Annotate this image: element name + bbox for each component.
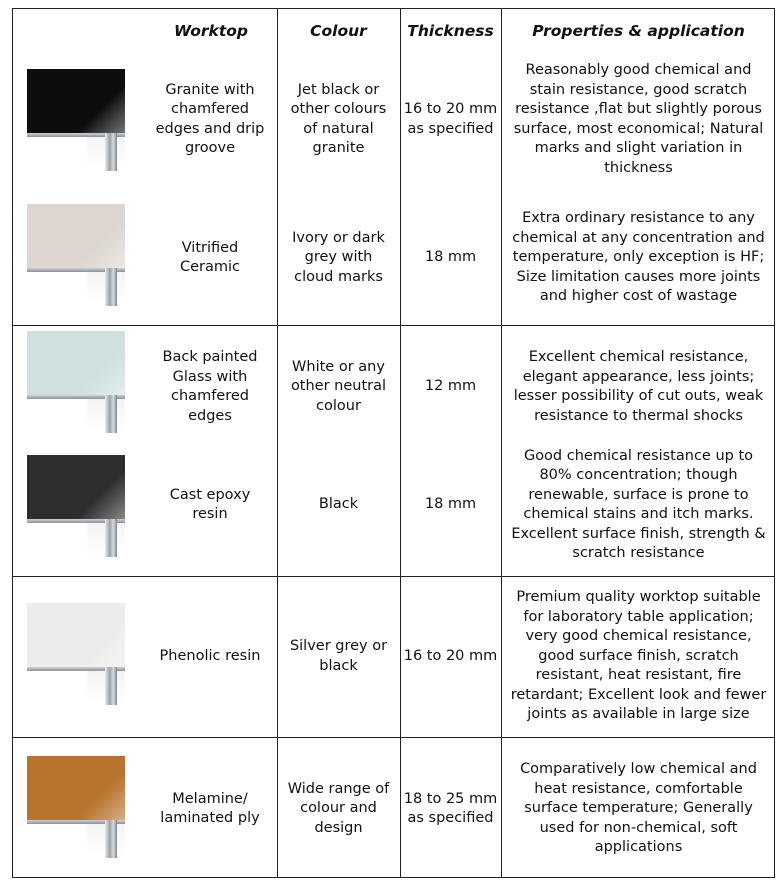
cell-line: granite — [312, 140, 365, 156]
cell-line: good surface finish, scratch — [538, 647, 739, 664]
cell-line: Melamine/ — [172, 790, 248, 807]
cell-line: as specified — [407, 810, 494, 826]
cell-properties — [501, 445, 776, 565]
cell-line: groove — [184, 140, 236, 156]
cell-line: other colours — [290, 101, 387, 117]
cell-line: black — [319, 657, 358, 674]
cell-properties — [501, 202, 776, 314]
cell-line: 80% concentration; though — [539, 467, 738, 483]
cell-line: resistance ,flat but slightly porous — [515, 101, 762, 117]
cell-worktop — [145, 445, 275, 565]
cell-line: Jet black or — [297, 81, 380, 98]
cell-line: resistant, heat resistant, fire — [535, 667, 742, 684]
cell-line: chemical at any concentration and — [512, 229, 765, 246]
cell-line: lesser possibility of cut outs, weak — [513, 388, 764, 404]
cell-properties — [501, 331, 776, 443]
header-properties: Properties & application — [532, 22, 745, 41]
cell-colour — [277, 202, 400, 314]
cell-line: edges — [188, 407, 232, 424]
cell-line: joints as available in large size — [527, 706, 750, 723]
cell-line: surface temperature; Generally — [524, 800, 753, 817]
cell-line: surface, most economical; Natural — [513, 120, 764, 137]
cell-line: colour — [316, 397, 361, 414]
cell-worktop — [145, 749, 275, 869]
cell-line: 16 to 20 mm — [403, 101, 498, 117]
cell-colour — [277, 331, 400, 443]
cell-line: Phenolic resin — [159, 647, 261, 664]
worktop-table — [12, 8, 775, 878]
cell-line: Extra ordinary resistance to any — [522, 210, 755, 227]
cell-line: colour and — [300, 800, 377, 817]
granite-worktop-image — [27, 69, 125, 171]
cell-line: edges and drip — [155, 120, 265, 137]
cell-line: applications — [594, 839, 683, 856]
cell-line: of natural — [303, 120, 374, 137]
cell-line: Granite with — [165, 81, 255, 98]
cell-line: Back painted — [162, 349, 258, 365]
cell-line: elegant appearance, less joints; — [522, 368, 755, 385]
cell-line: chemical stains and itch marks. — [523, 506, 754, 522]
cell-line: marks and slight variation in — [534, 140, 743, 156]
row-divider — [13, 325, 774, 326]
cell-line: Comparatively low chemical and — [520, 761, 757, 778]
cell-line: for laboratory table application; — [523, 608, 754, 625]
cell-line: Black — [318, 496, 359, 513]
row-divider — [13, 737, 774, 738]
cell-line: Glass with — [172, 368, 248, 385]
ceramic-worktop-image — [27, 204, 125, 306]
cell-colour — [277, 749, 400, 869]
cell-line: laminated ply — [160, 810, 260, 826]
cell-line: resistance to thermal shocks — [534, 407, 743, 424]
cell-thickness — [400, 445, 501, 565]
phenolic-worktop-image — [27, 603, 125, 705]
glass-worktop-image — [27, 331, 125, 433]
cell-thickness — [400, 57, 501, 182]
epoxy-worktop-image — [27, 455, 125, 557]
cell-thickness — [400, 584, 501, 729]
cell-line: Premium quality worktop suitable — [516, 589, 761, 606]
cell-properties — [501, 584, 776, 729]
cell-colour — [277, 57, 400, 182]
cell-line: stain resistance, good scratch — [529, 81, 748, 98]
cell-line: Ivory or dark — [292, 229, 385, 246]
cell-line: Excellent chemical resistance, — [528, 349, 749, 365]
cell-line: as specified — [407, 120, 494, 137]
cell-line: White or any — [292, 358, 385, 375]
cell-line: used for non-chemical, soft — [539, 819, 738, 836]
cell-line: temperature, only exception is HF; — [512, 249, 765, 266]
cell-line: 12 mm — [424, 378, 477, 395]
cell-thickness — [400, 202, 501, 314]
cell-worktop — [145, 57, 275, 182]
cell-line: and higher cost of wastage — [539, 288, 738, 305]
cell-colour — [277, 584, 400, 729]
cell-line: 18 mm — [424, 496, 477, 513]
cell-thickness — [400, 331, 501, 443]
cell-line: Good chemical resistance up to — [523, 447, 754, 464]
cell-line: resin — [192, 506, 228, 522]
header-thickness: Thickness — [407, 22, 494, 41]
cell-line: renewable, surface is prone to — [528, 486, 749, 503]
cell-line: grey with — [304, 249, 373, 266]
header-colour: Colour — [310, 22, 367, 41]
melamine-worktop-image — [27, 756, 125, 858]
cell-line: Size limitation causes more joints — [516, 268, 761, 285]
cell-line: chamfered — [171, 388, 249, 404]
cell-line: retardant; Excellent look and fewer — [510, 686, 767, 703]
cell-line: 18 to 25 mm — [403, 790, 498, 807]
cell-line: Cast epoxy — [169, 486, 251, 503]
cell-line: other neutral — [290, 378, 387, 395]
cell-line: 16 to 20 mm — [403, 647, 498, 664]
cell-line: heat resistance, comfortable — [534, 780, 743, 797]
cell-line: design — [314, 819, 363, 836]
cell-line: very good chemical resistance, — [525, 628, 752, 645]
row-divider — [13, 576, 774, 577]
cell-line: Silver grey or — [289, 638, 388, 654]
cell-line: Wide range of — [287, 780, 390, 797]
cell-line: Ceramic — [179, 259, 241, 275]
cell-thickness — [400, 749, 501, 869]
cell-line: Excellent surface finish, strength & — [511, 525, 766, 542]
cell-line: scratch resistance — [572, 545, 705, 561]
header-worktop: Worktop — [173, 22, 248, 41]
cell-worktop — [145, 584, 275, 729]
cell-colour — [277, 445, 400, 565]
cell-line: thickness — [604, 159, 673, 176]
cell-line: chamfered — [171, 101, 249, 117]
cell-line: Vitrified — [181, 239, 239, 256]
cell-properties — [501, 749, 776, 869]
cell-properties — [501, 57, 776, 182]
cell-line: Reasonably good chemical and — [525, 62, 752, 78]
cell-worktop — [145, 202, 275, 314]
cell-line: 18 mm — [424, 249, 477, 266]
cell-line: cloud marks — [294, 268, 383, 285]
cell-worktop — [145, 331, 275, 443]
